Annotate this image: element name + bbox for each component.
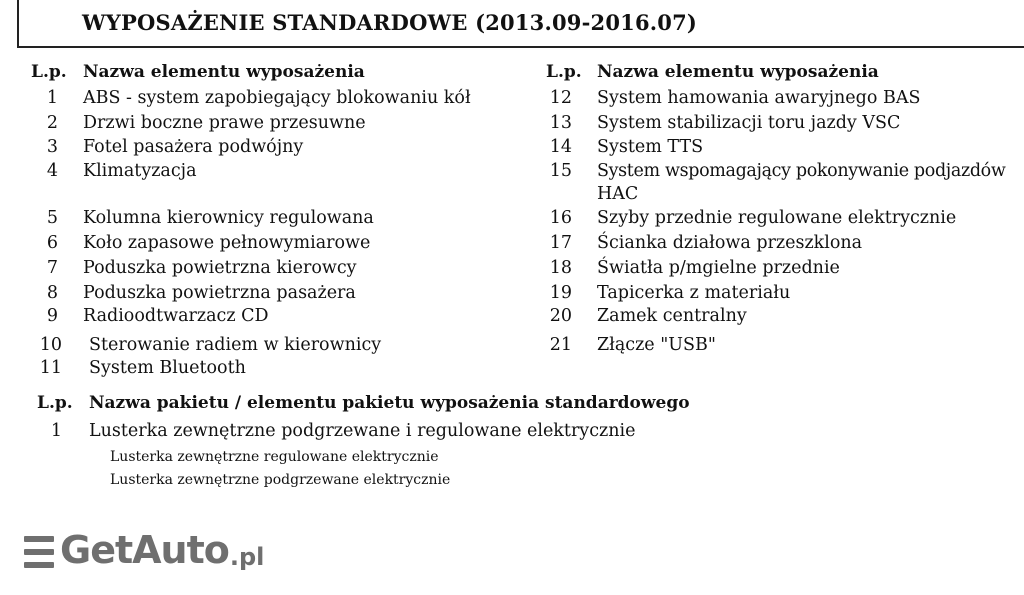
row-number: 5 — [46, 208, 58, 228]
row-number: 11 — [39, 358, 62, 378]
list-item: Fotel pasażera podwójny — [83, 137, 304, 157]
row-number: 15 — [549, 161, 572, 181]
row-number: 4 — [46, 161, 58, 181]
list-item: Koło zapasowe pełnowymiarowe — [83, 233, 371, 253]
row-number: 16 — [549, 208, 572, 228]
list-item: Klimatyzacja — [83, 161, 197, 181]
logo-name: GetAuto — [60, 528, 229, 572]
list-item: System Bluetooth — [89, 358, 246, 378]
package-name-header: Nazwa pakietu / elementu pakietu wyposażenia standardowego — [89, 393, 690, 413]
row-number: 17 — [549, 233, 572, 253]
list-item: Zamek centralny — [597, 306, 747, 326]
list-item: Złącze "USB" — [597, 335, 716, 355]
list-item: Radioodtwarzacz CD — [83, 306, 269, 326]
left-name-header: Nazwa elementu wyposażenia — [83, 62, 365, 82]
left-lp-header: L.p. — [31, 62, 67, 82]
list-item: ABS - system zapobiegający blokowaniu kół — [83, 88, 471, 108]
getauto-logo — [24, 528, 264, 572]
list-item: Lusterka zewnętrzne podgrzewane i regulowane elektrycznie — [89, 421, 636, 441]
logo-bars-icon — [24, 536, 54, 568]
list-item: Tapicerka z materiału — [597, 283, 791, 303]
right-lp-header: L.p. — [546, 62, 582, 82]
list-item: System hamowania awaryjnego BAS — [597, 88, 921, 108]
row-number: 1 — [46, 88, 58, 108]
row-number: 9 — [46, 306, 58, 326]
list-item: Światła p/mgielne przednie — [597, 258, 840, 278]
list-item: Poduszka powietrzna pasażera — [83, 283, 356, 303]
list-item-continuation: HAC — [597, 184, 639, 204]
row-number: 13 — [549, 113, 572, 133]
row-number: 14 — [549, 137, 572, 157]
right-name-header: Nazwa elementu wyposażenia — [597, 62, 879, 82]
list-item: Poduszka powietrzna kierowcy — [83, 258, 357, 278]
row-number: 12 — [549, 88, 572, 108]
row-number: 2 — [46, 113, 58, 133]
package-sub-item: Lusterka zewnętrzne regulowane elektrycznie — [110, 449, 439, 465]
row-number: 19 — [549, 283, 572, 303]
row-number: 7 — [46, 258, 58, 278]
row-number: 21 — [549, 335, 572, 355]
list-item: Drzwi boczne prawe przesuwne — [83, 113, 366, 133]
row-number: 6 — [46, 233, 58, 253]
package-sub-item: Lusterka zewnętrzne podgrzewane elektrycznie — [110, 472, 451, 488]
list-item: System wspomagający pokonywanie podjazdów — [597, 161, 1006, 181]
list-item: System TTS — [597, 137, 704, 157]
page-title: WYPOSAŻENIE STANDARDOWE (2013.09-2016.07) — [82, 10, 698, 35]
row-number: 10 — [39, 335, 62, 355]
row-number: 3 — [46, 137, 58, 157]
list-item: Szyby przednie regulowane elektrycznie — [597, 208, 957, 228]
row-number: 20 — [549, 306, 572, 326]
list-item: Ścianka działowa przeszklona — [597, 233, 863, 253]
list-item: Sterowanie radiem w kierownicy — [89, 335, 382, 355]
logo-tld: .pl — [229, 543, 265, 571]
package-lp-header: L.p. — [37, 393, 73, 413]
row-number: 1 — [50, 421, 62, 441]
row-number: 8 — [46, 283, 58, 303]
list-item: Kolumna kierownicy regulowana — [83, 208, 374, 228]
list-item: System stabilizacji toru jazdy VSC — [597, 113, 901, 133]
row-number: 18 — [549, 258, 572, 278]
